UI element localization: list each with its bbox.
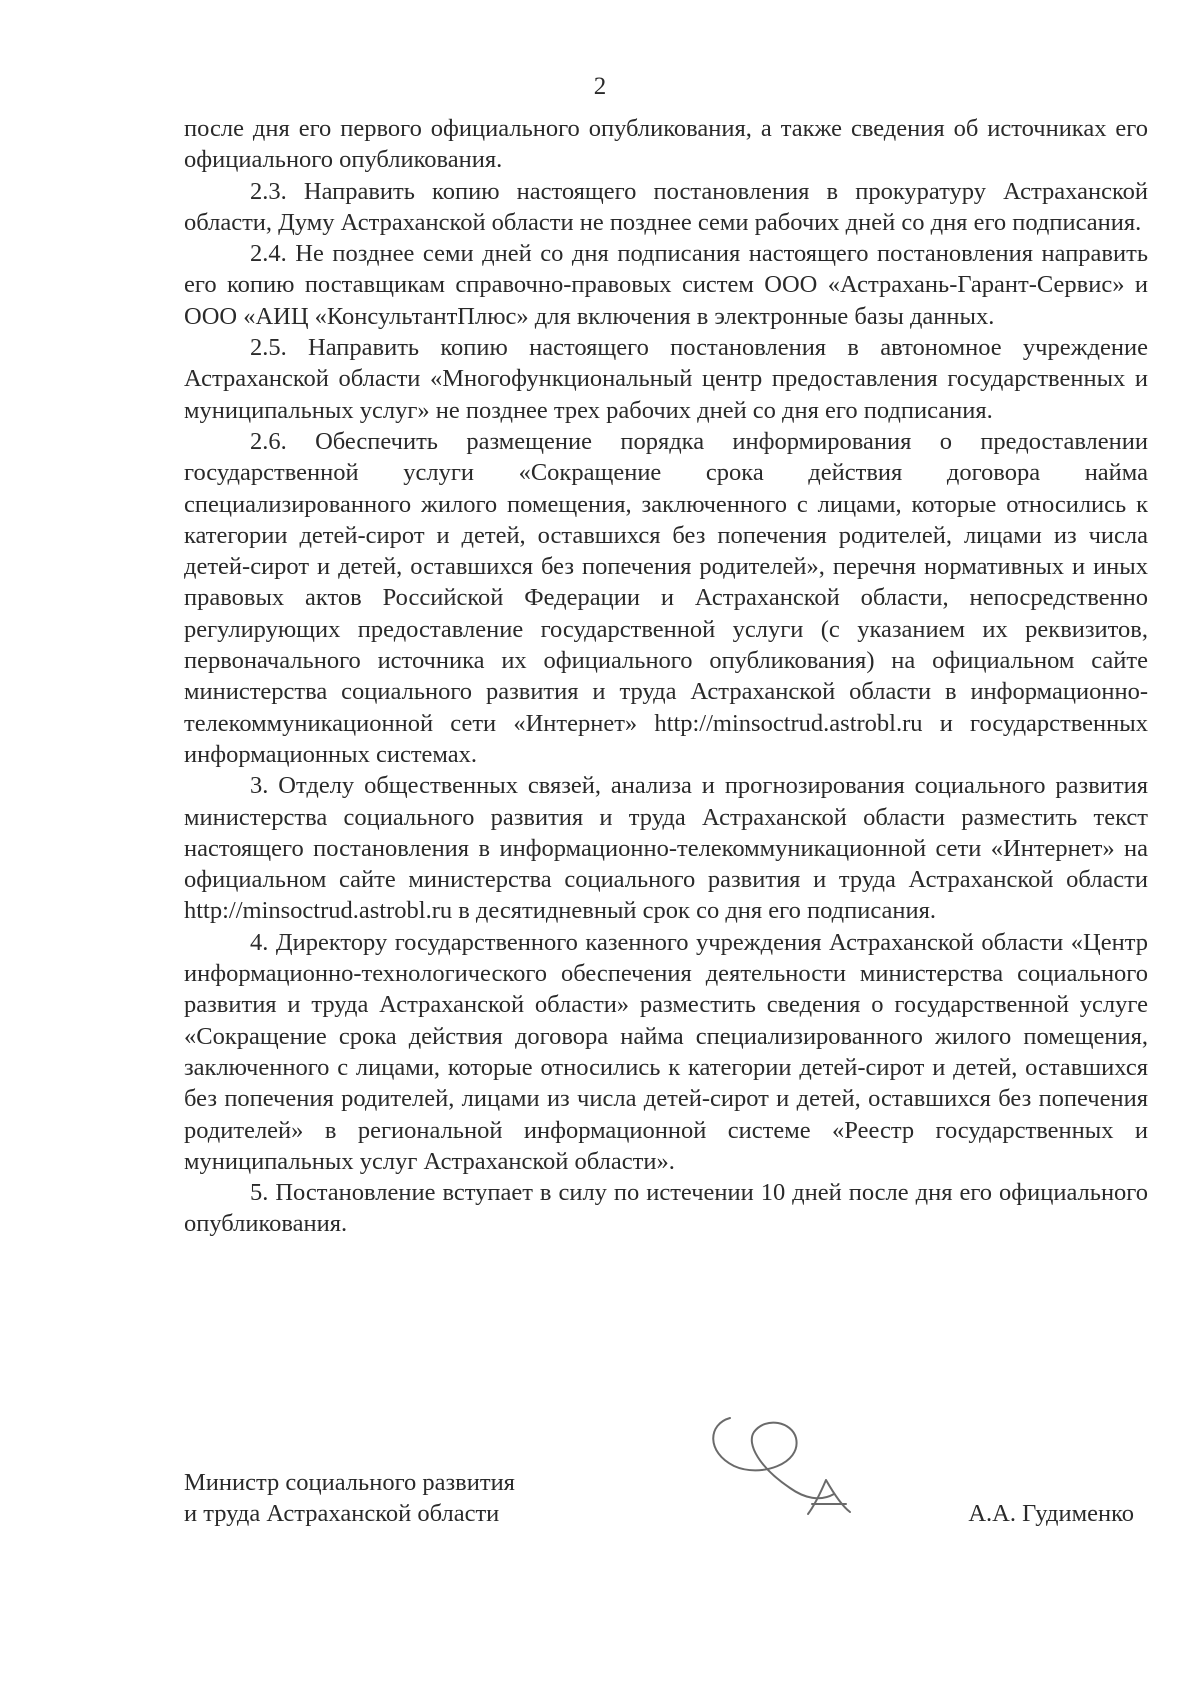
paragraph-continuation: после дня его первого официального опубликования, а также сведения об источниках его официального опубликования. (184, 115, 1148, 174)
document-body (184, 113, 1148, 1240)
paragraph-2-3: 2.3. Направить копию настоящего постановления в прокуратуру Астраханской области, Думу Астраханской области не позднее семи рабочих дней со дня его подписания. (184, 177, 1148, 236)
page-number: 2 (593, 73, 607, 100)
paragraph-2-5: 2.5. Направить копию настоящего постановления в автономное учреждение Астраханской области «Многофункциональный центр предоставления государственных и муниципальных услуг» не позднее трех рабочих дней со дня его подписания. (184, 334, 1148, 424)
paragraph-3: 3. Отделу общественных связей, анализа и прогнозирования социального развития министерства социального развития и труда Астраханской области разместить текст настоящего постановления в информационно-телекоммуникационной сети «Интернет» на официальном сайте министерства социального развития и труда Астраханской области http://minsoctrud.astrobl.ru в десятидневный срок со дня его подписания. (184, 772, 1148, 925)
paragraph-2-4: 2.4. Не позднее семи дней со дня подписания настоящего постановления направить его копию поставщикам справочно-правовых систем ООО «Астрахань-Гарант-Сервис» и ООО «АИЦ «КонсультантПлюс» для включения в электронные базы данных. (184, 240, 1148, 330)
paragraph-4: 4. Директору государственного казенного учреждения Астраханской области «Центр информационно-технологического обеспечения деятельности министерства социального развития и труда Астраханской области» разместить сведения о государственной услуге «Сокращение срока действия договора найма специализированного жилого помещения, заключенного с лицами, которые относились к категории детей-сирот и детей, оставшихся без попечения родителей, лицами из числа детей-сирот и детей, оставшихся без попечения родителей» в региональной информационной системе «Реестр государственных и муниципальных услуг Астраханской области». (184, 928, 1148, 1175)
signer-position-line1: Министр социального развития (184, 1469, 515, 1496)
signer-position-line2: и труда Астраханской области (184, 1500, 500, 1528)
signer-name: А.А. Гудименко (968, 1500, 1134, 1528)
paragraph-2-6: 2.6. Обеспечить размещение порядка информирования о предоставлении государственной услуги «Сокращение срока действия договора найма специализированного жилого помещения, заключенного с лицами, которые относились к категории детей-сирот и детей, оставшихся без попечения родителей, лицами из числа детей-сирот и детей, оставшихся без попечения родителей», перечня нормативных и иных правовых актов Российской Федерации и Астраханской области, непосредственно регулирующих предоставление государственной услуги (с указанием их реквизитов, первоначального источника их официального опубликования) на официальном сайте министерства социального развития и труда Астраханской области в информационно-телекоммуникационной сети «Интернет» http://minsoctrud.astrobl.ru и государственных информационных системах. (184, 427, 1148, 768)
paragraph-5: 5. Постановление вступает в силу по истечении 10 дней после дня его официального опубликования. (184, 1179, 1148, 1238)
signature-block (184, 1467, 1148, 1530)
